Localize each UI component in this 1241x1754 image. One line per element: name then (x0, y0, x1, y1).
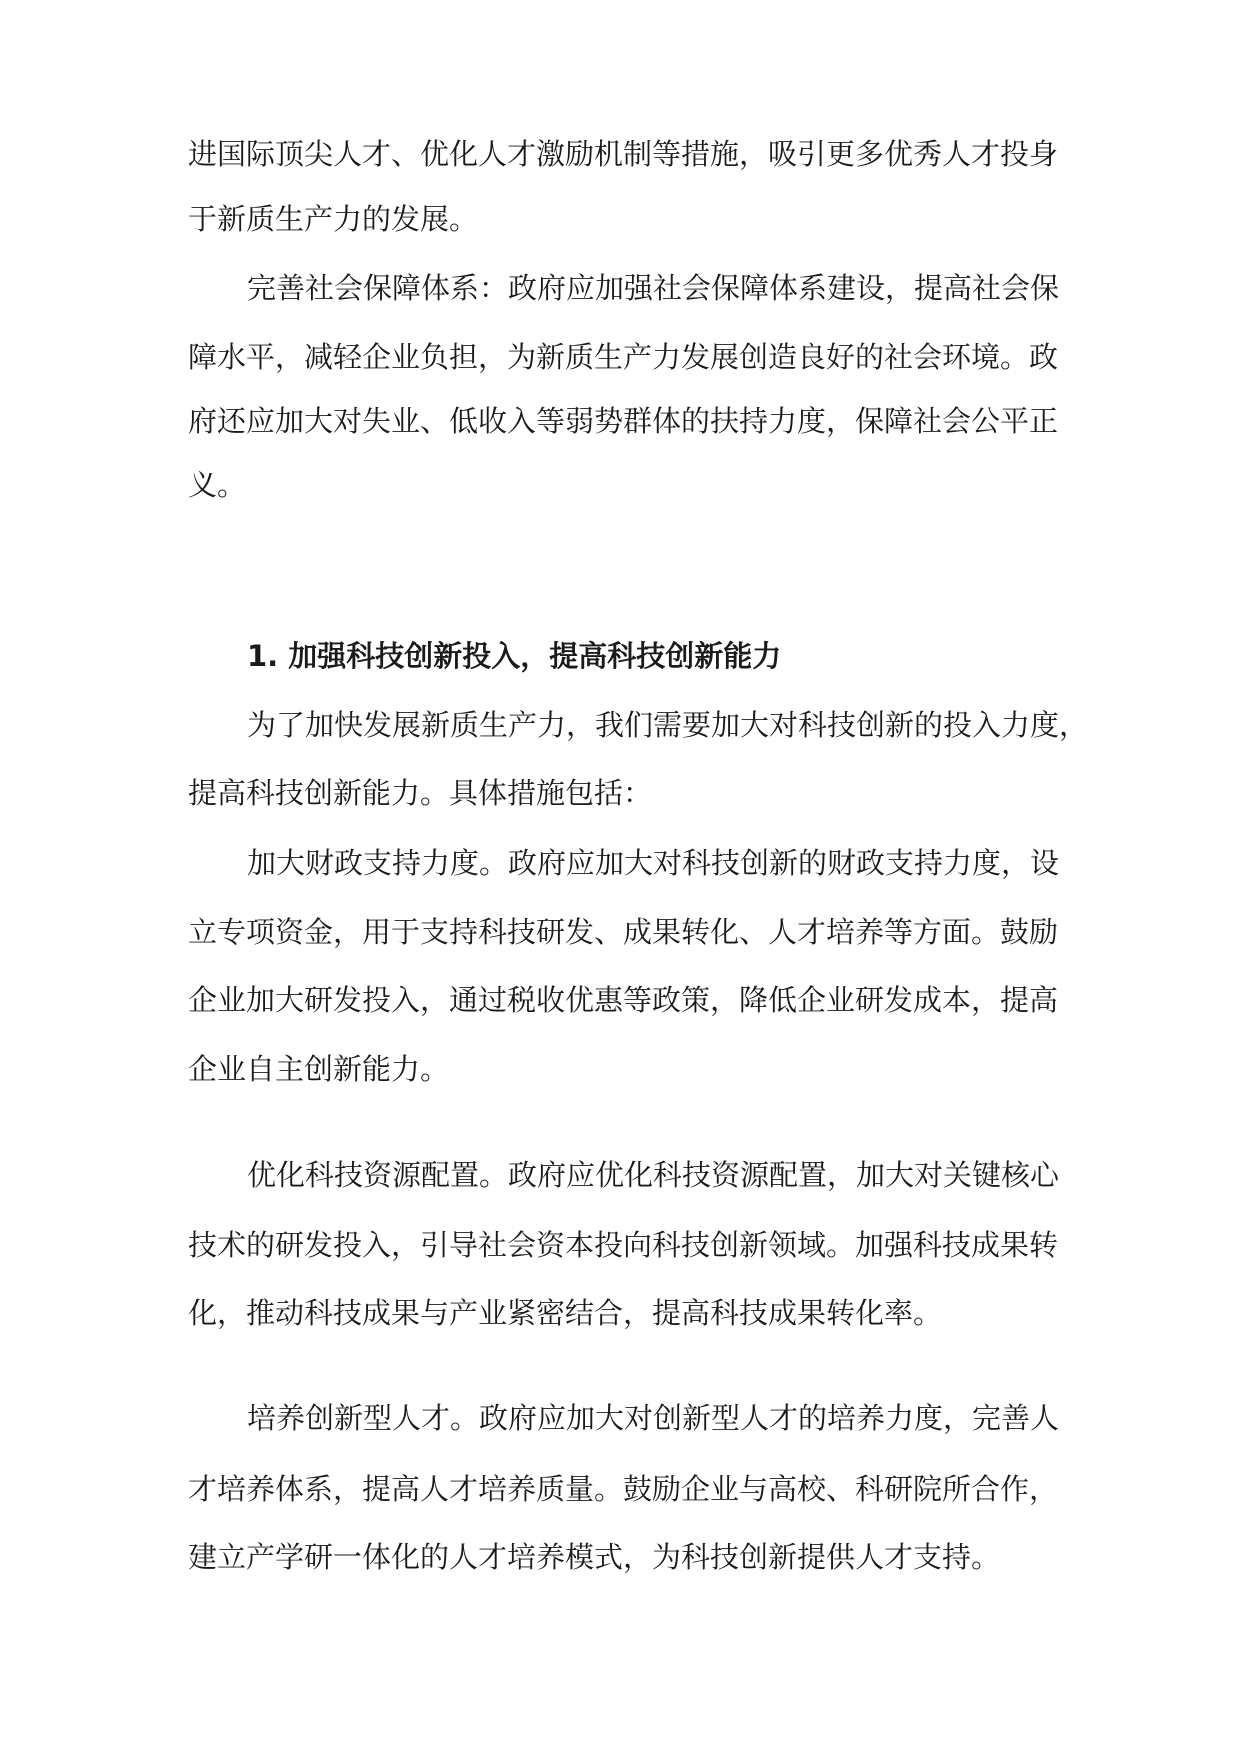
paragraph-line: 进国际顶尖人才、优化人才激励机制等措施，吸引更多优秀人才投身 (188, 137, 1059, 171)
paragraph-line: 于新质生产力的发展。 (188, 202, 479, 236)
paragraph-line: 企业加大研发投入，通过税收优惠等政策，降低企业研发成本，提高 (188, 983, 1059, 1017)
paragraph-line: 立专项资金，用于支持科技研发、成果转化、人才培养等方面。鼓励 (188, 915, 1059, 949)
paragraph-line: 完善社会保障体系：政府应加强社会保障体系建设，提高社会保 (247, 271, 1060, 305)
paragraph-line: 化，推动科技成果与产业紧密结合，提高科技成果转化率。 (188, 1296, 943, 1330)
section-heading: 1. 加强科技创新投入，提高科技创新能力 (247, 639, 782, 673)
paragraph-line: 为了加快发展新质生产力，我们需要加大对科技创新的投入力度， (247, 708, 1089, 742)
paragraph-line: 障水平，减轻企业负担，为新质生产力发展创造良好的社会环境。政 (188, 340, 1059, 374)
paragraph-line: 优化科技资源配置。政府应优化科技资源配置，加大对关键核心 (247, 1158, 1060, 1192)
paragraph-line: 提高科技创新能力。具体措施包括： (188, 776, 653, 810)
paragraph-line: 加大财政支持力度。政府应加大对科技创新的财政支持力度，设 (247, 846, 1060, 880)
paragraph-line: 培养创新型人才。政府应加大对创新型人才的培养力度，完善人 (247, 1401, 1060, 1435)
paragraph-line: 企业自主创新能力。 (188, 1052, 450, 1086)
paragraph-line: 才培养体系，提高人才培养质量。鼓励企业与高校、科研院所合作， (188, 1472, 1059, 1506)
paragraph-line: 义。 (188, 468, 247, 502)
paragraph-line: 技术的研发投入，引导社会资本投向科技创新领域。加强科技成果转 (188, 1228, 1059, 1262)
paragraph-line: 府还应加大对失业、低收入等弱势群体的扶持力度，保障社会公平正 (188, 404, 1059, 438)
paragraph-line: 建立产学研一体化的人才培养模式，为科技创新提供人才支持。 (188, 1540, 1001, 1574)
